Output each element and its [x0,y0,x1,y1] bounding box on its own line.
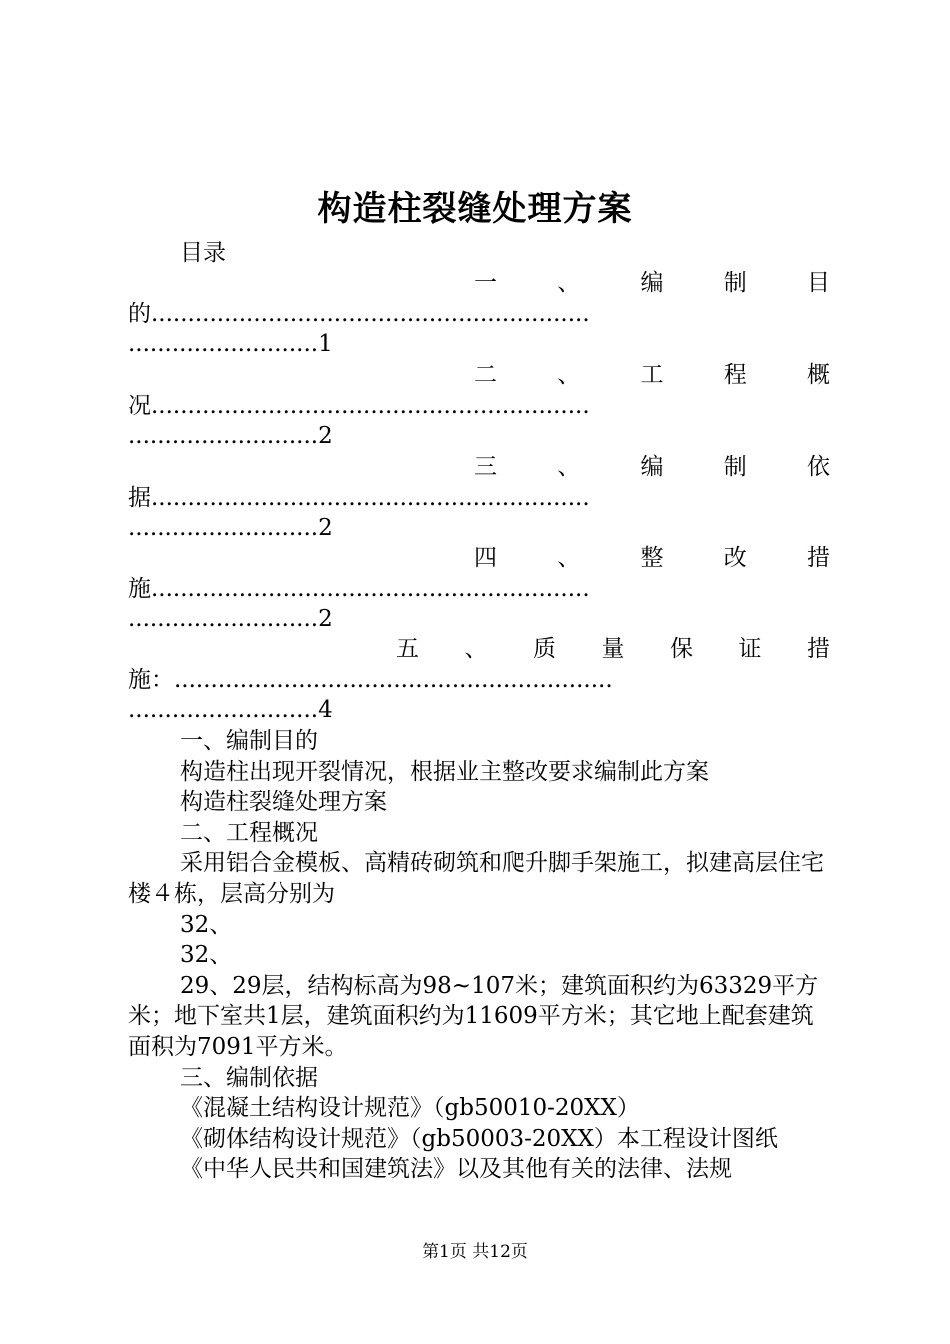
toc-item-2-head: 二 、 工 程 概 [474,362,830,388]
toc-item-3-leader-end: ..........................2 [128,515,333,542]
toc-item-2-page: 2 [318,423,333,450]
section-3-heading: 三、编制依据 [180,1064,318,1091]
toc-item-4-page: 2 [318,606,333,633]
section-3-paragraph-3: 《中华人民共和国建筑法》以及其他有关的法律、法规 [180,1156,732,1183]
toc-item-1-page: 1 [318,331,333,358]
section-3-paragraph-1: 《混凝土结构设计规范》（gb50010-20XX） [180,1095,640,1122]
toc-item-2[interactable] [128,360,830,452]
page-footer: 第1页 共12页 [422,1242,528,1262]
toc-item-3-leader: 据............................................................ [128,484,590,511]
toc-item-2-leader-end: ..........................2 [128,423,333,450]
toc-item-2-leader: 况............................................................ [128,392,590,419]
section-2-paragraph-3: 32、 [180,942,233,969]
section-2-heading: 二、工程概况 [180,819,318,846]
document-title: 构造柱裂缝处理方案 [317,189,633,229]
toc-heading: 目录 [180,240,226,266]
toc-item-1-head: 一 、 编 制 目 [474,270,830,296]
section-1-paragraph-1: 构造柱出现开裂情况，根据业主整改要求编制此方案 [180,758,709,785]
section-1-paragraph-2: 构造柱裂缝处理方案 [180,789,387,816]
toc-item-5[interactable] [128,634,830,726]
toc-item-1-leader-end: ..........................1 [128,331,333,358]
section-2-paragraph-1: 采用铝合金模板、高精砖砌筑和爬升脚手架施工，拟建高层住宅楼４栋，层高分别为 [128,850,824,907]
section-2-paragraph-2: 32、 [180,911,233,938]
section-2-paragraph-4: 29、29层，结构标高为98~107米；建筑面积约为63329平方米；地下室共1层，建筑面积约为11609平方米；其它地上配套建筑面积为7091平方米。 [128,972,819,1060]
toc-item-1[interactable] [128,268,830,360]
toc-item-5-leader: 施：............................................................ [128,666,613,693]
toc-item-4-head: 四 、 整 改 措 [474,545,830,571]
toc-item-1-leader: 的............................................................ [128,300,590,327]
toc-item-3-page: 2 [318,515,333,542]
toc-item-4[interactable] [128,543,830,635]
toc-item-4-leader: 施............................................................ [128,575,590,602]
toc-item-5-head: 五 、 质 量 保 证 措 [396,636,830,662]
toc-item-3-head: 三 、 编 制 依 [474,454,830,480]
section-1-heading: 一、编制目的 [180,728,318,754]
toc-item-5-page: 4 [318,697,333,724]
toc-item-5-leader-end: ..........................4 [128,697,333,724]
toc-item-4-leader-end: ..........................2 [128,606,333,633]
section-3-paragraph-2: 《砌体结构设计规范》（gb50003-20XX）本工程设计图纸 [180,1125,778,1152]
toc-item-3[interactable] [128,452,830,544]
document-body [128,726,830,1185]
